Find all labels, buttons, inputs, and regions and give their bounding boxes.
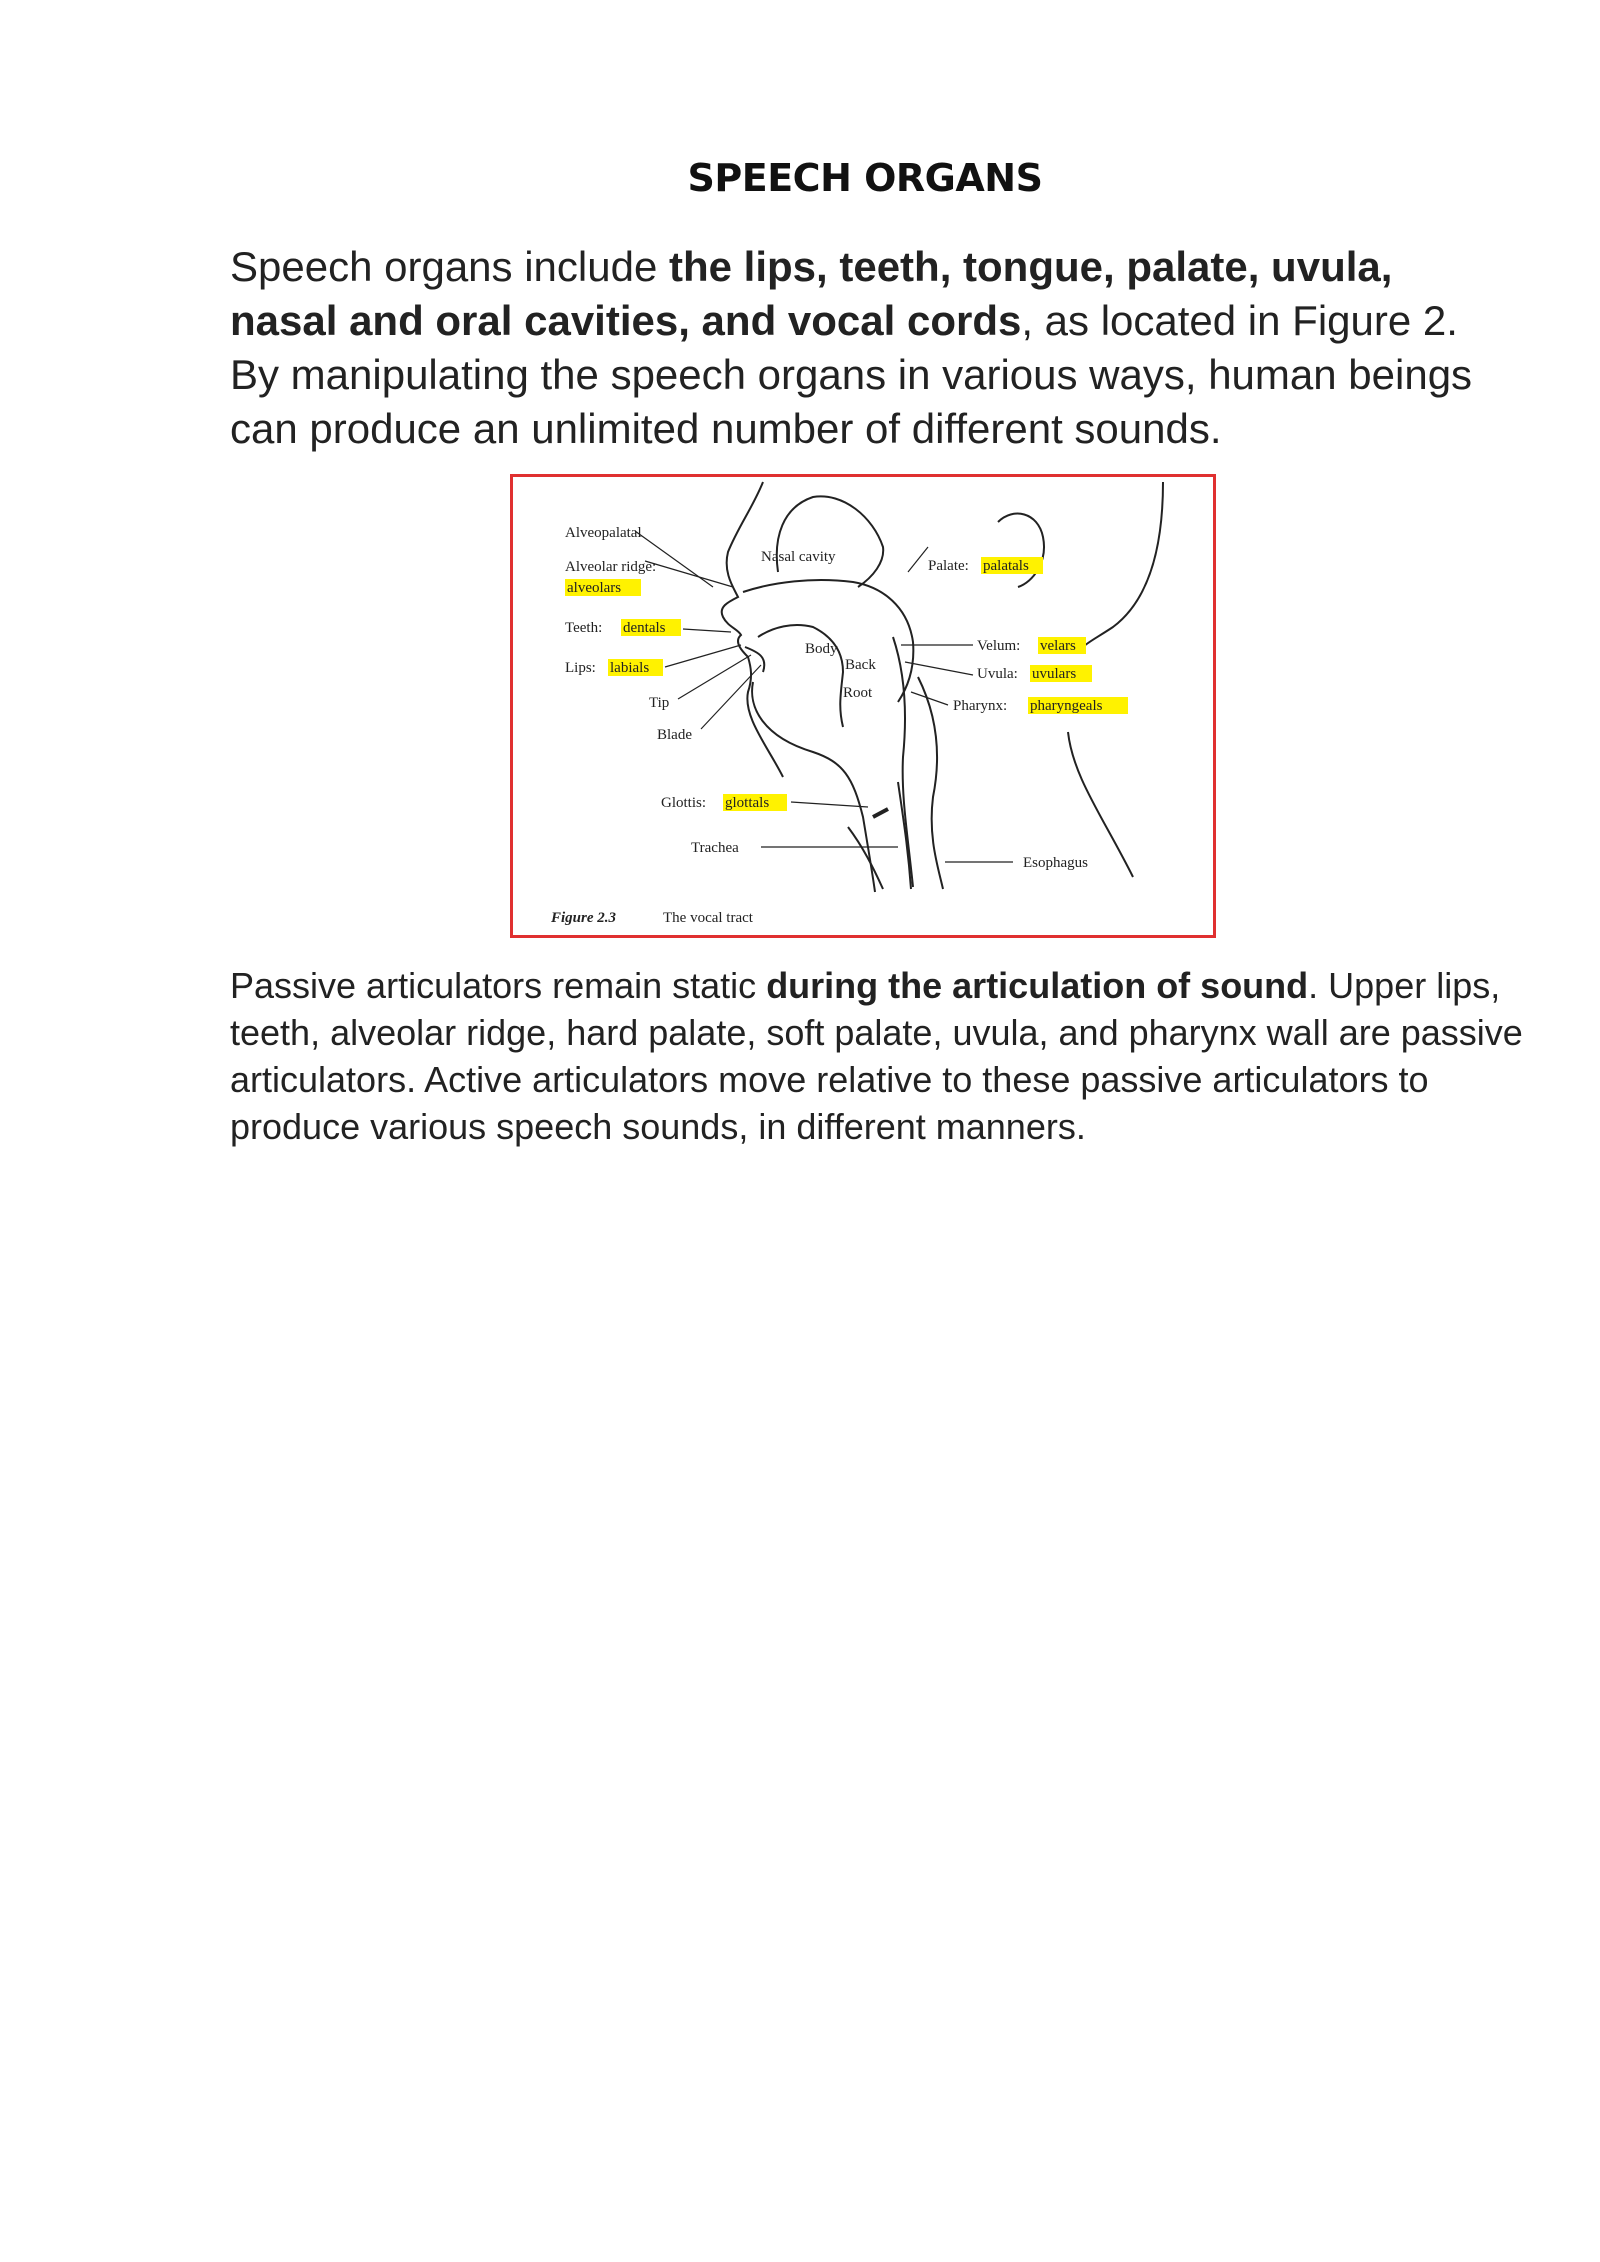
glottis-mark <box>873 809 888 817</box>
passive-bold-phrase: during the articulation of sound <box>766 965 1309 1006</box>
label-tip: Tip <box>649 695 670 711</box>
figure-caption-text: The vocal tract <box>663 910 753 926</box>
label-alveopalatal: Alveopalatal <box>565 525 642 541</box>
label-velars: velars <box>1040 638 1076 654</box>
label-palatals: palatals <box>983 558 1029 574</box>
label-glottis: Glottis: <box>661 795 707 811</box>
label-blade: Blade <box>657 727 692 743</box>
label-pharyngeals: pharyngeals <box>1030 698 1103 714</box>
pointer-labials <box>665 645 741 667</box>
passive-text-after: . Upper lips, teeth, alveolar ridge, hard palate, soft palate, uvula, and pharynx wall are passive articulators. Active articulators move relative to these passive articulators to produce various speech sounds, in different manners. <box>230 965 1523 1147</box>
nasal-cavity-line <box>777 496 883 587</box>
label-alveolar-ridge: Alveolar ridge: <box>565 559 657 575</box>
label-glottals: glottals <box>725 795 770 811</box>
label-uvula: Uvula: <box>977 666 1018 682</box>
label-labials: labials <box>610 660 650 676</box>
head-back-line <box>1083 482 1163 647</box>
label-esophagus: Esophagus <box>1023 855 1088 871</box>
passive-text-before: Passive articulators remain static <box>230 965 767 1006</box>
label-uvulars: uvulars <box>1032 666 1077 682</box>
vocal-tract-drawing <box>635 482 1163 892</box>
label-nasal-cavity: Nasal cavity <box>761 549 836 565</box>
intro-text-after: , as located in Figure 2. By manipulating the speech organs in various ways, human beings can produce an unlimited number of different sounds. <box>230 297 1473 452</box>
intro-bold-organs: the lips, teeth, tongue, palate, uvula, nasal and oral cavities, and vocal cords <box>230 243 1393 344</box>
label-alveolars: alveolars <box>567 580 622 596</box>
intro-paragraph <box>230 240 1480 456</box>
vocal-tract-figure <box>510 474 1216 938</box>
label-velum: Velum: <box>977 638 1021 654</box>
label-body: Body <box>805 641 838 657</box>
pointer-glottals <box>791 802 868 807</box>
label-trachea: Trachea <box>691 840 739 856</box>
passive-articulators-paragraph <box>230 962 1530 1150</box>
label-dentals: dentals <box>623 620 666 636</box>
intro-text-before: Speech organs include <box>230 243 669 290</box>
pointer-tip <box>678 655 751 699</box>
label-back: Back <box>845 657 876 673</box>
label-palate: Palate: <box>928 558 969 574</box>
pointer-alveolars <box>645 561 733 587</box>
label-lips: Lips: <box>565 660 596 676</box>
pharynx-back-line <box>918 677 943 889</box>
figure-caption-number: Figure 2.3 <box>551 910 617 926</box>
pointer-palatals <box>908 547 928 572</box>
pointer-dentals <box>683 629 731 632</box>
vocal-tract-diagram <box>513 477 1213 935</box>
page-title: SPEECH ORGANS <box>687 156 1043 200</box>
label-root: Root <box>843 685 873 701</box>
ear-line <box>998 514 1044 587</box>
jaw-neck-line <box>752 682 875 892</box>
pointer-uvulars <box>905 662 973 675</box>
label-pharynx: Pharynx: <box>953 698 1008 714</box>
label-teeth: Teeth: <box>565 620 603 636</box>
